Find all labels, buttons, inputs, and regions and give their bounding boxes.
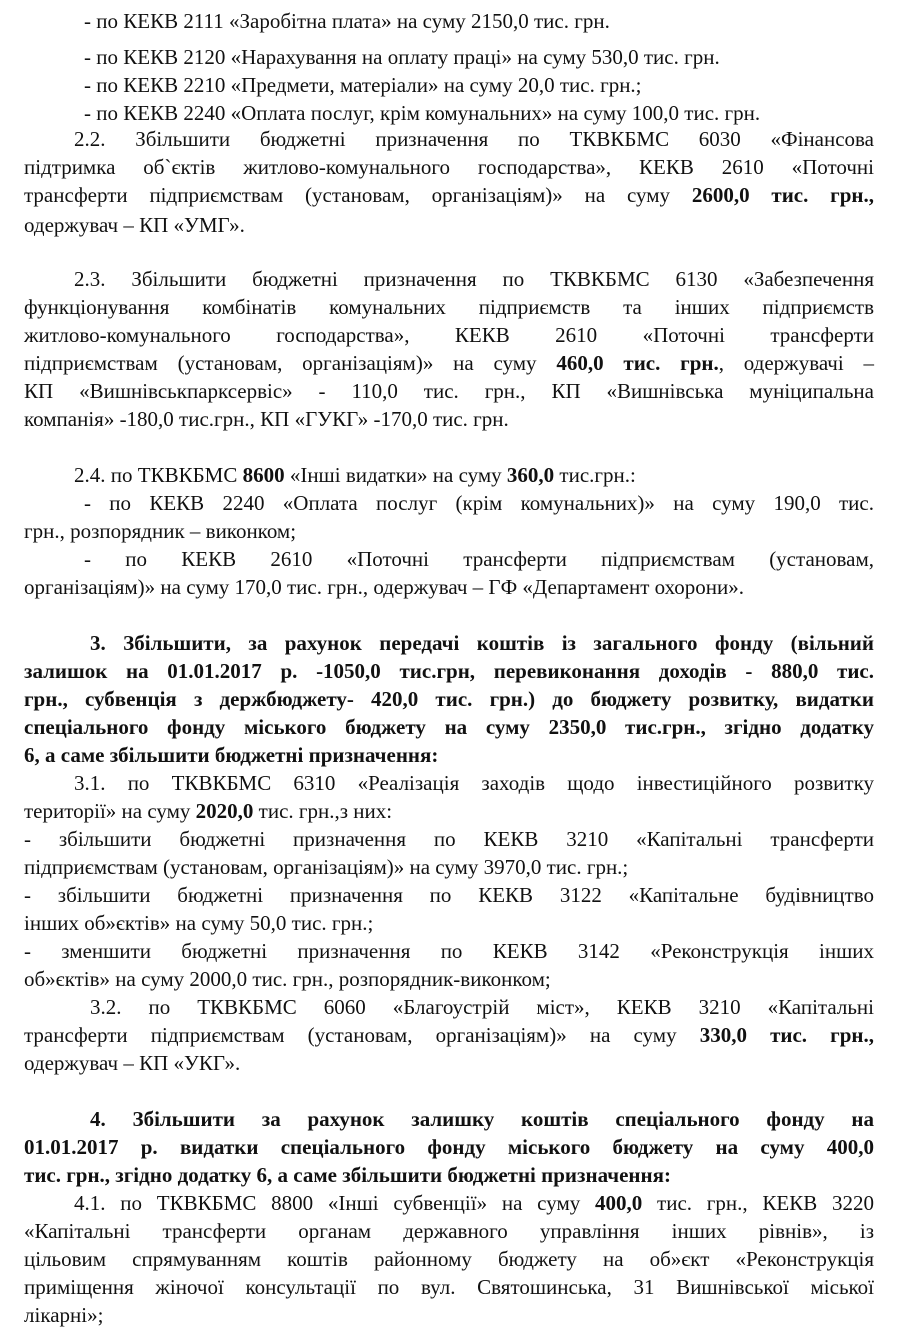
section-3-1-line-7: - зменшити бюджетні призначення по КЕКВ 3142 «Реконструкція інших (24, 939, 874, 963)
section-3-line-1: 3. Збільшити, за рахунок передачі коштів із загального фонду (вільний (90, 631, 874, 655)
section-2-4-line-5: організаціям)» на суму 170,0 тис. грн., одержувач – ГФ «Департамент охорони». (24, 575, 745, 599)
section-2-4-line-3: грн., розпорядник – виконком; (24, 519, 297, 543)
section-2-2-line-1: 2.2. Збільшити бюджетні призначення по ТКВКБМС 6030 «Фінансова (74, 127, 874, 151)
kekv-2240-line: - по КЕКВ 2240 «Оплата послуг, крім комунальних» на суму 100,0 тис. грн. (84, 101, 761, 125)
section-3-2-line-1: 3.2. по ТКВКБМС 6060 «Благоустрій міст», КЕКВ 3210 «Капітальні (90, 995, 874, 1019)
section-3-2-line-2: трансферти підприємствам (установам, організаціям)» на суму 330,0 тис. грн., (24, 1023, 874, 1047)
section-2-3-line-3: житлово-комунального господарства», КЕКВ 2610 «Поточні трансферти (24, 323, 874, 347)
section-3-line-3: грн., субвенція з держбюджету- 420,0 тис. грн.) до бюджету розвитку, видатки (24, 687, 874, 711)
section-3-1-line-4: підприємствам (установам, організаціям)» на суму 3970,0 тис. грн.; (24, 855, 629, 879)
section-4-1-line-5: лікарні»; (24, 1303, 104, 1327)
section-3-1-line-6: інших об»єктів» на суму 50,0 тис. грн.; (24, 911, 374, 935)
section-3-1-line-5: - збільшити бюджетні призначення по КЕКВ 3122 «Капітальне будівництво (24, 883, 874, 907)
section-2-3-line-5: КП «Вишнівськпарксервіс» - 110,0 тис. грн., КП «Вишнівська муніципальна (24, 379, 874, 403)
section-4-line-2: 01.01.2017 р. видатки спеціального фонду міського бюджету на суму 400,0 (24, 1135, 874, 1159)
section-2-2-line-3: трансферти підприємствам (установам, організаціям)» на суму 2600,0 тис. грн., (24, 183, 874, 207)
kekv-2120-line: - по КЕКВ 2120 «Нарахування на оплату праці» на суму 530,0 тис. грн. (84, 45, 720, 69)
section-2-2-line-4: одержувач – КП «УМГ». (24, 213, 245, 237)
kekv-2111-line: - по КЕКВ 2111 «Заробітна плата» на суму 2150,0 тис. грн. (84, 9, 610, 33)
section-2-3-line-1: 2.3. Збільшити бюджетні призначення по ТКВКБМС 6130 «Забезпечення (74, 267, 874, 291)
section-4-1-line-3: цільовим спрямуванням коштів районному бюджету на об»єкт «Реконструкція (24, 1247, 874, 1271)
section-3-1-line-2: території» на суму 2020,0 тис. грн.,з них: (24, 799, 393, 823)
section-3-2-line-3: одержувач – КП «УКГ». (24, 1051, 241, 1075)
section-2-3-line-4: підприємствам (установам, організаціям)» на суму 460,0 тис. грн., одержувачі – (24, 351, 874, 375)
section-3-line-4: спеціального фонду міського бюджету на суму 2350,0 тис.грн., згідно додатку (24, 715, 874, 739)
section-4-line-3: тис. грн., згідно додатку 6, а саме збільшити бюджетні призначення: (24, 1163, 671, 1187)
section-4-line-1: 4. Збільшити за рахунок залишку коштів спеціального фонду на (90, 1107, 874, 1131)
section-4-1-line-4: приміщення жіночої консультації по вул. Святошинська, 31 Вишнівської міської (24, 1275, 874, 1299)
section-2-4-line-4: - по КЕКВ 2610 «Поточні трансферти підприємствам (установам, (84, 547, 874, 571)
section-3-line-5: 6, а саме збільшити бюджетні призначення: (24, 743, 439, 767)
section-3-1-line-8: об»єктів» на суму 2000,0 тис. грн., розпорядник-виконком; (24, 967, 551, 991)
section-2-4-line-1: 2.4. по ТКВКБМС 8600 «Інші видатки» на суму 360,0 тис.грн.: (74, 463, 636, 487)
kekv-2210-line: - по КЕКВ 2210 «Предмети, матеріали» на суму 20,0 тис. грн.; (84, 73, 642, 97)
section-2-2-line-2: підтримка об`єктів житлово-комунального господарства», КЕКВ 2610 «Поточні (24, 155, 874, 179)
section-3-1-line-3: - збільшити бюджетні призначення по КЕКВ 3210 «Капітальні трансферти (24, 827, 874, 851)
section-3-1-line-1: 3.1. по ТКВКБМС 6310 «Реалізація заходів щодо інвестиційного розвитку (74, 771, 874, 795)
section-3-line-2: залишок на 01.01.2017 р. -1050,0 тис.грн, перевиконання доходів - 880,0 тис. (24, 659, 874, 683)
section-4-1-line-2: «Капітальні трансферти органам державного управління інших рівнів», із (24, 1219, 874, 1243)
section-4-1-line-1: 4.1. по ТКВКБМС 8800 «Інші субвенції» на суму 400,0 тис. грн., КЕКВ 3220 (74, 1191, 875, 1215)
section-2-3-line-6: компанія» -180,0 тис.грн., КП «ГУКГ» -170,0 тис. грн. (24, 407, 509, 431)
section-2-4-line-2: - по КЕКВ 2240 «Оплата послуг (крім комунальних)» на суму 190,0 тис. (84, 491, 874, 515)
section-2-3-line-2: функціонування комбінатів комунальних підприємств та інших підприємств (24, 295, 874, 319)
